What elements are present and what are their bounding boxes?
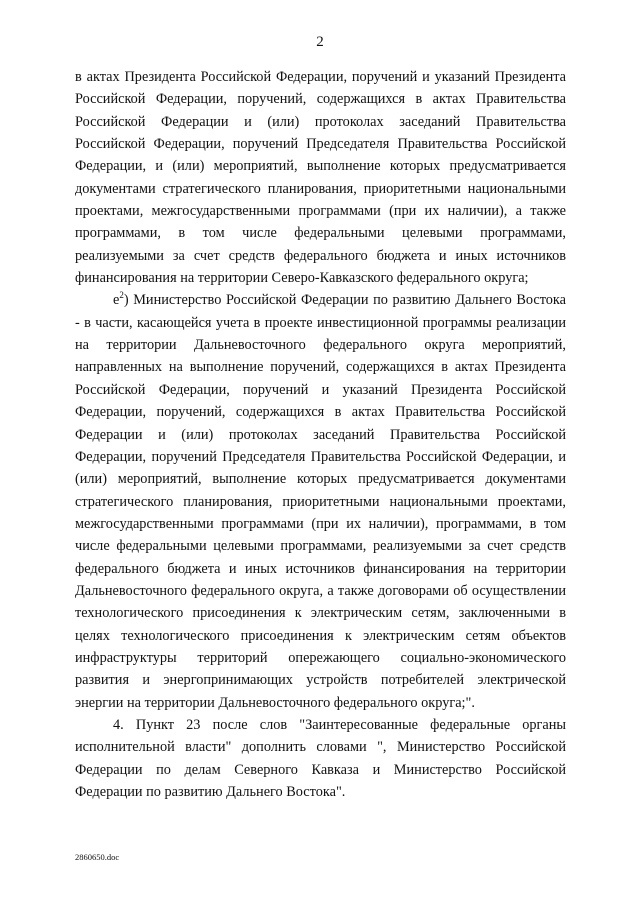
document-body [75, 66, 566, 803]
item-letter: е [113, 292, 120, 309]
item-superscript: 2 [119, 290, 124, 301]
paragraph-item-e2 [75, 289, 566, 714]
footer-file-name: 2860650.doc [75, 852, 120, 862]
paragraph-continuation: в актах Президента Российской Федерации, поручений и указаний Президента Российской Федерации, поручений, содержащихся в актах Правительства Российской Федерации и (или) протоколах заседаний Правительства Российской Федерации, поручений Председателя Правительства Российской Федерации, и (или) мероприятий, выполнение которых предусматривается документами стратегического планирования, приоритетными национальными проектами, межгосударственными программами (при их наличии), а также программами, в том числе федеральными целевыми программами, реализуемыми за счет средств федерального бюджета и иных источников финансирования на территории Северо-Кавказского федерального округа; [75, 69, 566, 287]
item-e2-text: ) Министерство Российской Федерации по развитию Дальнего Востока - в части, касающейся учета в проекте инвестиционной программы реализации на территории Дальневосточного федерального округа мероприятий, направленных на выполнение поручений, содержащихся в актах Президента Российской Федерации, поручений и указаний Президента Российской Федерации, поручений, содержащихся в актах Правительства Российской Федерации и (или) протоколах заседаний Правительства Российской Федерации, поручений Председателя Правительства Российской Федерации, и (или) мероприятий, выполнение которых предусматривается документами стратегического планирования, приоритетными национальными проектами, межгосударственными программами (при их наличии), программами, в том числе федеральными целевыми программами, реализуемыми за счет средств федерального бюджета и иных источников финансирования на территории Дальневосточного федерального округа, а также договорами об осуществлении технологического присоединения к электрическим сетям, заключенными в целях технологического присоединения к электрическим сетям объектов инфраструктуры территорий опережающего социально-экономического развития и энергопринимающих устройств потребителей электрической энергии на территории Дальневосточного федерального округа;". [75, 292, 566, 711]
page-number: 2 [316, 34, 324, 50]
paragraph-item-4: 4. Пункт 23 после слов "Заинтересованные федеральные органы исполнительной власти" дополнить словами ", Министерство Российской Федерации по делам Северного Кавказа и Министерство Российской Федерации по развитию Дальнего Востока". [75, 716, 566, 800]
